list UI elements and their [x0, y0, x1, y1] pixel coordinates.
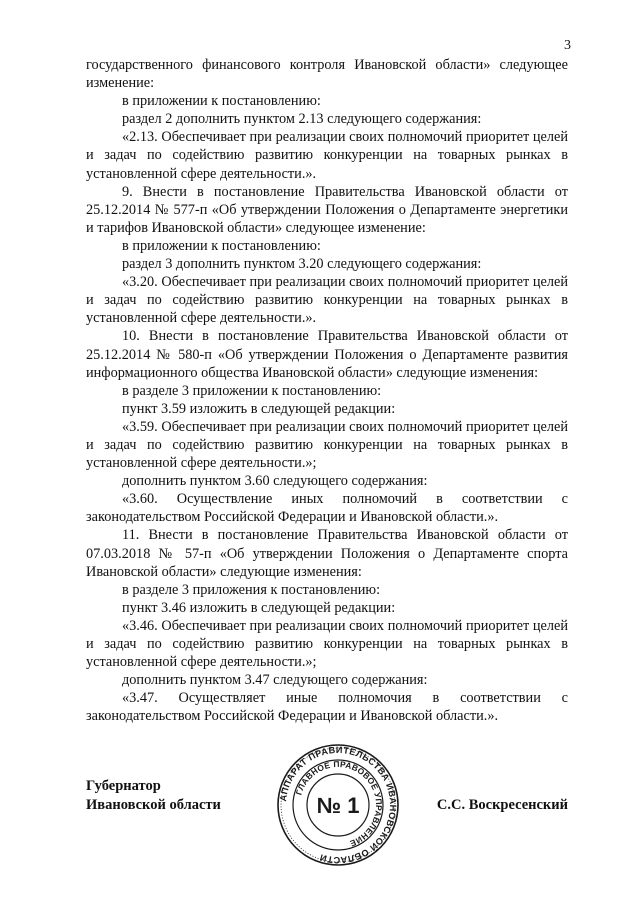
paragraph: в приложении к постановлению:	[122, 93, 321, 110]
paragraph: дополнить пунктом 3.60 следующего содержания:	[122, 473, 428, 490]
signatory-title-line2: Ивановской области	[86, 797, 221, 813]
paragraph: «2.13. Обеспечивает при реализации своих полномочий приоритет целей и задач по содействию развитию конкуренции на товарных рынках в установленной сфере деятельности.».	[86, 129, 568, 182]
official-seal-stamp	[276, 743, 400, 867]
paragraph: «3.47. Осуществляет иные полномочия в соответствии с законодательством Российской Федерации и Ивановской области.».	[86, 690, 568, 725]
seal-inner-text: ГЛАВНОЕ ПРАВОВОЕ УПРАВЛЕНИЕ	[293, 758, 385, 849]
paragraph: «3.59. Обеспечивает при реализации своих полномочий приоритет целей и задач по содействию развитию конкуренции на товарных рынках в установленной сфере деятельности.»;	[86, 418, 568, 472]
paragraph: в разделе 3 приложении к постановлению:	[122, 382, 382, 399]
document-body	[86, 56, 568, 725]
paragraph: «3.46. Обеспечивает при реализации своих полномочий приоритет целей и задач по содействию развитию конкуренции на товарных рынках в установленной сфере деятельности.»;	[86, 617, 568, 671]
signatory-name: С.С. Воскресенский	[436, 797, 568, 813]
signatory-title	[86, 777, 221, 815]
paragraph: в разделе 3 приложения к постановлению:	[122, 581, 381, 598]
paragraph: в приложении к постановлению:	[122, 237, 321, 254]
paragraph: государственного финансового контроля Ивановской области» следующее изменение:	[86, 57, 568, 92]
signature-block	[86, 744, 568, 866]
paragraph: раздел 3 дополнить пунктом 3.20 следующего содержания:	[122, 256, 482, 273]
signatory-title-line1: Губернатор	[86, 778, 161, 794]
paragraph: «3.20. Обеспечивает при реализации своих полномочий приоритет целей и задач по содействию развитию конкуренции на товарных рынках в установленной сфере деятельности.».	[86, 274, 568, 327]
paragraph: пункт 3.59 изложить в следующей редакции:	[122, 400, 396, 417]
seal-number: № 1	[316, 793, 360, 818]
page-number: 3	[564, 38, 571, 53]
paragraph: 10. Внести в постановление Правительства Ивановской области от 25.12.2014 № 580-п «Об утверждении Положения о Департаменте развития информационного общества Ивановской области» следующие изменения:	[86, 328, 568, 381]
seal-outer-text: АППАРАТ ПРАВИТЕЛЬСТВА ИВАНОВСКОЙ ОБЛАСТИ	[278, 744, 399, 866]
paragraph: пункт 3.46 изложить в следующей редакции:	[122, 599, 396, 616]
paragraph: 11. Внести в постановление Правительства Ивановской области от 07.03.2018 № 57-п «Об утверждении Положения о Департаменте спорта Ивановской области» следующие изменения:	[86, 527, 568, 580]
paragraph: 9. Внести в постановление Правительства Ивановской области от 25.12.2014 № 577-п «Об утверждении Положения о Департаменте энергетики и тарифов Ивановской области» следующее изменение:	[86, 183, 568, 236]
paragraph: «3.60. Осуществление иных полномочий в соответствии с законодательством Российской Федерации и Ивановской области.».	[86, 491, 568, 526]
paragraph: раздел 2 дополнить пунктом 2.13 следующего содержания:	[122, 111, 482, 128]
paragraph: дополнить пунктом 3.47 следующего содержания:	[122, 672, 428, 689]
